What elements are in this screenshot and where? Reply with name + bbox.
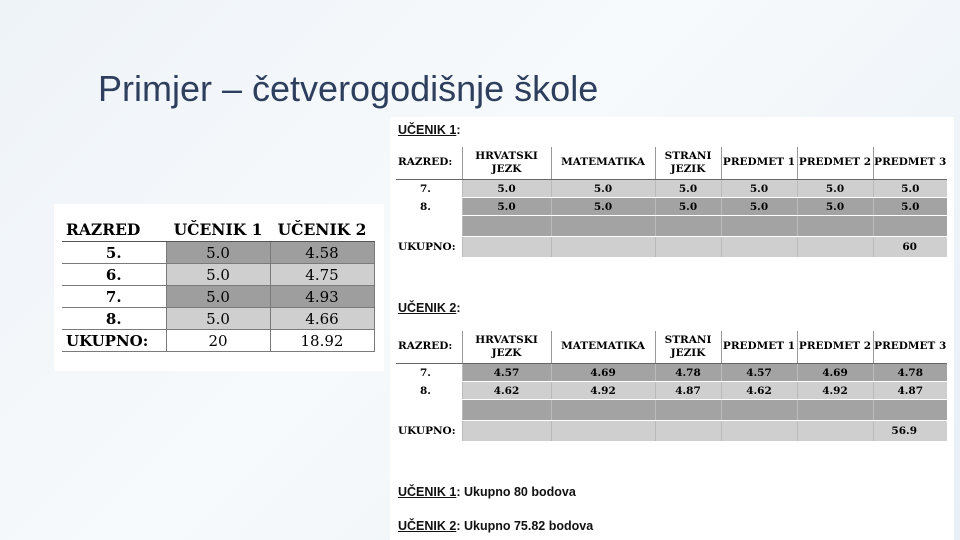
grade-cell [655,237,721,258]
grades-header: MATEMATIKA [551,147,655,180]
grades-header: PREDMET 1 [721,331,797,364]
grade-cell: 4.57 [462,364,551,382]
result-line-student1: UČENIK 1: Ukupno 80 bodova [398,485,576,499]
summary-cell: 5. [62,242,166,264]
grade-cell: 5.0 [721,180,797,198]
grade-cell: 4.62 [721,382,797,400]
table-row [62,286,374,308]
student1-grades-table [396,147,947,258]
student2-total-row [396,421,947,442]
grade-cell [655,400,721,421]
grade-cell [873,400,947,421]
grade-cell [721,421,797,442]
table-row [396,198,947,216]
grade-cell: 5.0 [551,180,655,198]
grade-cell [551,216,655,237]
summary-table-panel [54,204,384,371]
table-row [396,180,947,198]
grade-cell: 8. [396,198,462,216]
summary-cell: 5.0 [166,286,270,308]
grade-cell: 4.62 [462,382,551,400]
summary-cell: 4.75 [270,264,374,286]
summary-cell: 6. [62,264,166,286]
grade-cell: 5.0 [797,198,873,216]
grades-total-label: UKUPNO: [396,421,462,442]
grade-cell: 4.87 [655,382,721,400]
grades-total-label: UKUPNO: [396,237,462,258]
grades-header: PREDMET 3 [873,147,947,180]
table-row [396,382,947,400]
grade-cell [462,421,551,442]
summary-cell: 5.0 [166,308,270,330]
grade-cell [797,400,873,421]
grade-cell: 4.57 [721,364,797,382]
grade-cell: 4.87 [873,382,947,400]
summary-header-ucenik1: UČENIK 1 [166,218,270,242]
grade-cell: 4.92 [797,382,873,400]
grade-cell: 5.0 [462,198,551,216]
summary-cell: 4.93 [270,286,374,308]
grade-cell [396,400,462,421]
grades-total-value: 60 [873,237,947,258]
grade-cell [462,400,551,421]
summary-cell: 7. [62,286,166,308]
summary-header-row [62,218,374,242]
summary-total-row [62,330,374,352]
grades-header: PREDMET 3 [873,331,947,364]
student1-total-row [396,237,947,258]
grades-header: PREDMET 2 [797,147,873,180]
summary-cell: 5.0 [166,264,270,286]
table-row [396,364,947,382]
grades-header: PREDMET 1 [721,147,797,180]
grade-cell [462,216,551,237]
grades-header: RAZRED: [396,331,462,364]
grade-cell: 4.69 [797,364,873,382]
grade-cell: 4.78 [873,364,947,382]
summary-total-label: UKUPNO: [62,330,166,352]
summary-total-cell: 18.92 [270,330,374,352]
grades-total-value: 56.9 [873,421,947,442]
summary-total-cell: 20 [166,330,270,352]
grade-cell [721,216,797,237]
grade-cell: 5.0 [655,180,721,198]
student1-header-row [396,147,947,180]
grade-cell [462,237,551,258]
grade-cell: 5.0 [873,198,947,216]
grade-cell: 5.0 [551,198,655,216]
grades-header: MATEMATIKA [551,331,655,364]
grade-cell [396,216,462,237]
student2-header-row [396,331,947,364]
grades-header: PREDMET 2 [797,331,873,364]
grade-cell: 4.78 [655,364,721,382]
grade-cell: 8. [396,382,462,400]
grade-cell [721,237,797,258]
grade-cell [551,400,655,421]
grade-cell [797,216,873,237]
student1-label: UČENIK 1: [398,123,461,137]
grade-cell [551,237,655,258]
grades-header: STRANI JEZIK [655,331,721,364]
grade-cell [797,421,873,442]
grade-cell [797,237,873,258]
grade-cell: 5.0 [462,180,551,198]
summary-cell: 5.0 [166,242,270,264]
student2-grades-table [396,331,947,442]
grades-header: HRVATSKI JEZK [462,147,551,180]
table-row [396,400,947,421]
grade-cell [655,421,721,442]
grades-header: HRVATSKI JEZK [462,331,551,364]
grade-cell: 5.0 [655,198,721,216]
student2-label: UČENIK 2: [398,301,461,315]
grade-cell [721,400,797,421]
table-row [62,264,374,286]
grade-cell: 4.69 [551,364,655,382]
grade-cell: 5.0 [797,180,873,198]
grades-header: RAZRED: [396,147,462,180]
summary-cell: 4.66 [270,308,374,330]
grade-cell [551,421,655,442]
grade-cell: 4.92 [551,382,655,400]
grade-cell: 7. [396,180,462,198]
grade-cell: 5.0 [873,180,947,198]
table-row [62,308,374,330]
grade-cell [873,216,947,237]
result-line-student2: UČENIK 2: Ukupno 75.82 bodova [398,519,594,533]
table-row [396,216,947,237]
summary-table [62,218,375,352]
grades-header: STRANI JEZIK [655,147,721,180]
summary-header-razred: RAZRED [62,218,166,242]
grade-cell: 5.0 [721,198,797,216]
grade-cell [655,216,721,237]
summary-header-ucenik2: UČENIK 2 [270,218,374,242]
summary-cell: 4.58 [270,242,374,264]
page-title: Primjer – četverogodišnje škole [98,68,599,109]
grade-cell: 7. [396,364,462,382]
grades-panel [390,117,954,540]
table-row [62,242,374,264]
summary-cell: 8. [62,308,166,330]
